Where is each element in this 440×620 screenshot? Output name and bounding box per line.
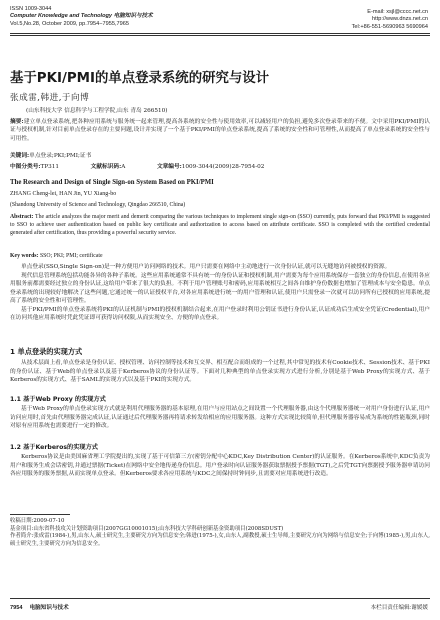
email: E-mail: xsjl@cccc.net.cn	[367, 9, 428, 15]
intro-section	[10, 263, 430, 323]
telephone: Tel:+86-551-5690963 5690964	[351, 23, 428, 30]
page-footer-left	[10, 603, 69, 611]
subsection-heading: 1.2 基于Kerberos的实现方式	[10, 444, 98, 451]
section-paragraph: Kerberos协议是由美国麻省理工学院提出的,实现了基于可信第三方(密钥分配中心KDC,Key Distribution Center)的认证服务。在Kerberos系统中,KDC负责为用户和服务生成会话密钥,并通过票据(Ticket)在网络中安全地传递身份信息。用户登录时向认证服务器获取票据授予票据(TGT),之后凭TGT向票据授予服务器申请访问各应用服务的服务票据,从而实现单点登录。但Kerberos要求各应用系统与KDC之间保持时钟同步,且需要对应用系统进行改造。	[10, 454, 430, 477]
footnote	[10, 518, 430, 548]
keywords-text: 单点登录;PKI;PMI;证书	[29, 153, 92, 159]
english-affiliation: (Shandong University of Science and Technology, Qingdao 266510, China)	[10, 202, 186, 208]
journal-name: Computer Knowledge and Technology 电脑知识与技术	[10, 13, 153, 20]
header-rule-2	[10, 35, 430, 36]
intro-paragraph: 现代信息管理系统包括功能各异的各种子系统。这些应用系统通常不具有统一的身份认证和授权机制,用户需要为每个应用系统保存一套独立的身份信息,在使用各应用服务前都需要经过独立的身份认证,这给用户带来了很大的负担。不利于用户管理账号和密码,应用系统相互之间各自维护身份数据也增加了管理成本与安全隐患。单点登录系统的出现较好地解决了这些问题,它通过统一的认证授权平台,对各应用系统进行统一的用户管理和认证,使用户只需登录一次就可以访问所有已授权的应用系统,提高了系统的安全性和可管理性。	[10, 272, 430, 304]
clc-value: TP311	[40, 164, 60, 170]
section-paragraph: 从技术层面上看,单点登录是身份认证、授权管理、访问控制等技术和互交界、相互配合而组成的一个过程,其中常见的技术有Cookie技术、Session技术、基于PKI的身份认证、基于Web的单点登录以及基于Kerberos协议的身份认证等。下面对几种典型的单点登录实现方式进行分析,分别是基于Web Proxy的实现方式、基于Kerberos的实现方式、基于SAML的实现方式以及基于PKI的实现方式。	[10, 360, 430, 383]
intro-paragraph: 单点登录(SSO,Single Sign-on)是一种方便用户访问网络的技术。用户只需要在网络中主动地进行一次身份认证,就可以无缝地访问被授权的资源。	[21, 264, 391, 270]
volume-info: Vol.5,No.28, October 2009, pp.7954−7955,7965	[10, 20, 129, 27]
english-authors: ZHANG Cheng-lei, HAN Jin, YU Xiang-bo	[10, 191, 117, 197]
english-title: The Research and Design of Single Sign-on System Based on PKI/PMI	[10, 179, 214, 186]
english-keywords	[10, 253, 103, 259]
page-title: 基于PKI/PMI的单点登录系统的研究与设计	[10, 71, 270, 86]
abstract	[10, 118, 430, 143]
website: http://www.dnzs.net.cn	[372, 16, 428, 23]
article-no-label: 文章编号:	[156, 164, 182, 170]
footer-rule	[10, 598, 430, 599]
keywords-label: 关键词:	[10, 153, 30, 159]
fund-info: 基金项目:山东省科技攻关计划资助项目(2007GG10001015);山东科技大学科研创新基金资助项目(2008SDUST)	[10, 525, 284, 532]
section-heading: 1 单点登录的实现方式	[10, 347, 83, 356]
journal-footer-name: 电脑知识与技术	[29, 605, 69, 611]
abstract-text: 建立单点登录系统,把各种应用系统与服务统一起来管理,提高各系统的安全性与使用效率,可以减轻用户的负担,避免多次登录带来的不便。文中采用PKI/PMI的认证与授权机制,针对目前单点登录存在的主要问题,设计并实现了一个基于PKI/PMI的单点登录系统,提高了系统的安全性和可管理性,从而提高了单点登录系统的安全性与可用性。	[10, 119, 430, 142]
received-date: 收稿日期:2009-07-10	[10, 518, 65, 524]
footnote-rule	[10, 514, 70, 515]
doc-code-label: 文献标识码:	[90, 164, 122, 170]
journal-header-left	[10, 6, 260, 28]
issn: ISSN 1009-3044	[10, 6, 52, 12]
page-number: 7954	[10, 605, 23, 611]
affiliation: (山东科技大学 信息科学与工程学院,山东 青岛 266510)	[26, 108, 168, 114]
article-no-value: 1009-3044(2009)28-7954-02	[181, 164, 265, 170]
english-keywords-text: SSO; PKI; PMI; certificate	[39, 253, 103, 259]
header-rule	[10, 33, 430, 34]
intro-paragraph: 基于PKI/PMI的单点登录系统将PKI的认证机制与PMI的授权机制结合起来,在用户登录时利用公钥证书进行身份认证,认证成功后生成安全凭证(Credential),用户在访问其他应用系统时凭此凭证即可获得访问权限,从而实现安全、方便的单点登录。	[10, 306, 430, 321]
column-editor: 本栏目责任编辑:谢媛媛	[370, 605, 428, 611]
doc-code-value: A	[121, 164, 126, 170]
classification-line	[10, 163, 430, 171]
english-abstract-text: The article analyzes the major merit and demerit comparing the various techniques to implement single sign-on (SSO) currently, puts forward that PKI/PMI is suggested to SSO to achieve user authentication based on public key certificate and authorization to access based on attribute certificate. SSO is completed with the certified credential generated after certification, thus providing a powerful security service.	[10, 214, 430, 237]
abstract-label: 摘要:	[10, 119, 24, 125]
keywords	[10, 152, 91, 160]
authors: 张成雷,韩进,于向博	[10, 93, 90, 103]
english-keywords-label: Key words:	[10, 253, 39, 259]
english-abstract	[10, 213, 430, 238]
subsection-heading: 1.1 基于Web Proxy 的实现方式	[10, 396, 106, 403]
author-bio: 作者简介:张成雷(1984-),男,山东人,硕士研究生,主要研究方向为信息安全;韩进(1975-),女,山东人,副教授,硕士生导师,主要研究方向为网络与信息安全;于向博(1985-),男,山东人,硕士研究生,主要研究方向为信息安全。	[10, 533, 430, 547]
english-abstract-label: Abstract:	[10, 214, 34, 220]
clc-label: 中图分类号:	[10, 164, 41, 170]
journal-header-right	[258, 9, 428, 31]
section-paragraph: 基于Web Proxy的单点登录实现方式就是利用代理服务器的基本原理,在用户与应用站点之间设置一个代理服务器,由这个代理服务器统一对用户身份进行认证,用户访问应用时,首先由代理服务器完成认证,认证通过后代理服务器再将请求转发给相应的应用服务器。这种方式实现比较简单,但代理服务器容易成为系统的性能瓶颈,同时对原有应用系统也需要进行一定的修改。	[10, 406, 430, 429]
